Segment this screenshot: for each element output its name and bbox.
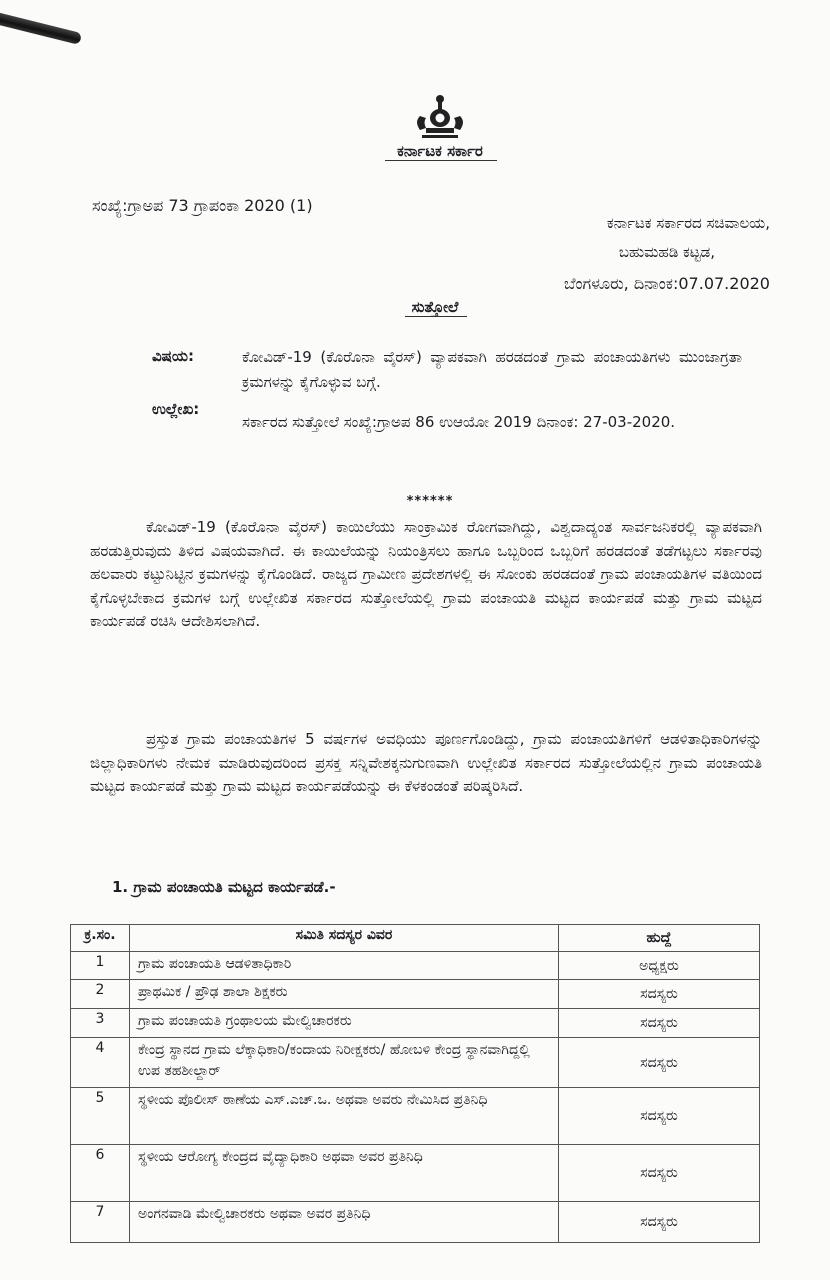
table-row <box>71 1009 760 1038</box>
row-role: ಸದಸ್ಯರು <box>559 1009 760 1038</box>
row-serial: 2 <box>71 980 130 1009</box>
reference-number: ಸಂಖ್ಯೆ:ಗ್ರಾಅಪ 73 ಗ್ರಾಪಂಕಾ 2020 (1) <box>92 196 313 215</box>
row-role: ಸದಸ್ಯರು <box>559 1088 760 1145</box>
government-name: ಕರ್ನಾಟಕ ಸರ್ಕಾರ <box>397 142 483 160</box>
section-heading: 1. ಗ್ರಾಮ ಪಂಚಾಯತಿ ಮಟ್ಟದ ಕಾರ್ಯಪಡೆ.- <box>112 878 336 896</box>
separator-stars: ****** <box>406 494 454 509</box>
row-serial: 3 <box>71 1009 130 1038</box>
row-member: ಕೇಂದ್ರ ಸ್ಥಾನದ ಗ್ರಾಮ ಲೆಕ್ಕಾಧಿಕಾರಿ/ಕಂದಾಯ ನಿರೀಕ್ಷಕರು/ ಹೋಬಳಿ ಕೇಂದ್ರ ಸ್ಥಾನವಾಗಿದ್ದಲ್ಲಿ ಉಪ ತಹಶೀಲ್ದಾರ್ <box>130 1038 559 1088</box>
header-serial: ಕ್ರ.ಸಂ. <box>71 925 130 952</box>
pen-tip <box>0 11 82 45</box>
table-row <box>71 952 760 980</box>
row-role: ಸದಸ್ಯರು <box>559 1038 760 1088</box>
address-line-2: ಬಹುಮಹಡಿ ಕಟ್ಟಡ, <box>618 243 715 261</box>
row-role: ಸದಸ್ಯರು <box>559 980 760 1009</box>
table-header-row <box>71 925 760 952</box>
row-member: ಗ್ರಾಮ ಪಂಚಾಯತಿ ಆಡಳಿತಾಧಿಕಾರಿ <box>130 952 559 980</box>
subject-label: ವಿಷಯ: <box>152 347 194 365</box>
address-date-line: ಬೆಂಗಳೂರು, ದಿನಾಂಕ:07.07.2020 <box>563 274 770 293</box>
row-serial: 7 <box>71 1202 130 1243</box>
address-line-1: ಕರ್ನಾಟಕ ಸರ್ಕಾರದ ಸಚಿವಾಲಯ, <box>606 214 770 232</box>
row-serial: 4 <box>71 1038 130 1088</box>
table-row <box>71 1038 760 1088</box>
body-paragraph-1: ಕೋವಿಡ್-19 (ಕೊರೊನಾ ವೈರಸ್) ಕಾಯಿಲೆಯು ಸಾಂಕ್ರಾಮಿಕ ರೋಗವಾಗಿದ್ದು, ವಿಶ್ವದಾದ್ಯಂತ ಸಾರ್ವಜನಿಕರಲ್ಲಿ ವ್ಯಾಪಕವಾಗಿ ಹರಡುತ್ತಿರುವುದು ತಿಳಿದ ವಿಷಯವಾಗಿದೆ. ಈ ಕಾಯಿಲೆಯನ್ನು ನಿಯಂತ್ರಿಸಲು ಹಾಗೂ ಒಬ್ಬರಿಂದ ಒಬ್ಬರಿಗೆ ಹರಡದಂತೆ ತಡೆಗಟ್ಟಲು ಸರ್ಕಾರವು ಹಲವಾರು ಕಟ್ಟುನಿಟ್ಟಿನ ಕ್ರಮಗಳನ್ನು ಕೈಗೊಂಡಿದೆ. ರಾಜ್ಯದ ಗ್ರಾಮೀಣ ಪ್ರದೇಶಗಳಲ್ಲಿ ಈ ಸೋಂಕು ಹರಡದಂತೆ ಗ್ರಾಮ ಪಂಚಾಯತಿಗಳ ವತಿಯಿಂದ ಕೈಗೊಳ್ಳಬೇಕಾದ ಕ್ರಮಗಳ ಬಗ್ಗೆ ಉಲ್ಲೇಖಿತ ಸರ್ಕಾರದ ಸುತ್ತೋಲೆಯಲ್ಲಿ ಗ್ರಾಮ ಪಂಚಾಯತಿ ಮಟ್ಟದ ಕಾರ್ಯಪಡೆ ಮತ್ತು ಗ್ರಾಮ ಮಟ್ಟದ ಕಾರ್ಯಪಡೆ ರಚಿಸಿ ಆದೇಶಿಸಲಾಗಿದೆ. <box>90 518 762 630</box>
title-underline <box>385 160 497 161</box>
row-serial: 1 <box>71 952 130 980</box>
row-member: ಗ್ರಾಮ ಪಂಚಾಯತಿ ಗ್ರಂಥಾಲಯ ಮೇಲ್ವಿಚಾರಕರು <box>130 1009 559 1038</box>
row-role: ಸದಸ್ಯರು <box>559 1202 760 1243</box>
row-serial: 5 <box>71 1088 130 1145</box>
table-row <box>71 980 760 1009</box>
row-member: ಅಂಗನವಾಡಿ ಮೇಲ್ವಿಚಾರಕರು ಅಥವಾ ಅವರ ಪ್ರತಿನಿಧಿ <box>130 1202 559 1243</box>
header-member-details: ಸಮಿತಿ ಸದಸ್ಯರ ವಿವರ <box>130 925 559 952</box>
row-role: ಸದಸ್ಯರು <box>559 1145 760 1202</box>
body-paragraph-2: ಪ್ರಸ್ತುತ ಗ್ರಾಮ ಪಂಚಾಯತಿಗಳ 5 ವರ್ಷಗಳ ಅವಧಿಯು ಪೂರ್ಣಗೊಂಡಿದ್ದು, ಗ್ರಾಮ ಪಂಚಾಯತಿಗಳಿಗೆ ಆಡಳಿತಾಧಿಕಾರಿಗಳನ್ನು ಜಿಲ್ಲಾಧಿಕಾರಿಗಳು ನೇಮಕ ಮಾಡಿರುವುದರಿಂದ ಪ್ರಸಕ್ತ ಸನ್ನಿವೇಶಕ್ಕನುಗುಣವಾಗಿ ಉಲ್ಲೇಖಿತ ಸರ್ಕಾರದ ಸುತ್ತೋಲೆಯಲ್ಲಿನ ಗ್ರಾಮ ಪಂಚಾಯತಿ ಮಟ್ಟದ ಕಾರ್ಯಪಡೆ ಮತ್ತು ಗ್ರಾಮ ಮಟ್ಟದ ಕಾರ್ಯಪಡೆಯನ್ನು ಈ ಕೆಳಕಂಡಂತೆ ಪರಿಷ್ಕರಿಸಿದೆ. <box>90 730 762 795</box>
reference-label: ಉಲ್ಲೇಖ: <box>152 400 200 418</box>
row-member: ಸ್ಥಳೀಯ ಆರೋಗ್ಯ ಕೇಂದ್ರದ ವೈದ್ಯಾಧಿಕಾರಿ ಅಥವಾ ಅವರ ಪ್ರತಿನಿಧಿ <box>130 1145 559 1202</box>
state-emblem-icon <box>412 92 468 142</box>
circular-title: ಸುತ್ತೋಲೆ <box>411 298 459 316</box>
circular-underline <box>405 316 467 317</box>
table-row <box>71 1202 760 1243</box>
header-designation: ಹುದ್ದೆ <box>559 925 760 952</box>
table-row <box>71 1088 760 1145</box>
row-member: ಸ್ಥಳೀಯ ಪೊಲೀಸ್ ಠಾಣೆಯ ಎಸ್.ಎಚ್.ಒ. ಅಥವಾ ಅವರು ನೇಮಿಸಿದ ಪ್ರತಿನಿಧಿ <box>130 1088 559 1145</box>
reference-text: ಸರ್ಕಾರದ ಸುತ್ತೋಲೆ ಸಂಖ್ಯೆ:ಗ್ರಾಅಪ 86 ಉಆಯೋ 2019 ದಿನಾಂಕ: 27-03-2020. <box>242 413 676 431</box>
task-force-table <box>70 924 760 1243</box>
row-role: ಅಧ್ಯಕ್ಷರು <box>559 952 760 980</box>
subject-text: ಕೋವಿಡ್-19 (ಕೊರೊನಾ ವೈರಸ್) ವ್ಯಾಪಕವಾಗಿ ಹರಡದಂತೆ ಗ್ರಾಮ ಪಂಚಾಯತಿಗಳು ಮುಂಜಾಗ್ರತಾ ಕ್ರಮಗಳನ್ನು ಕೈಗೊಳ್ಳುವ ಬಗ್ಗೆ. <box>242 348 742 391</box>
table-row <box>71 1145 760 1202</box>
row-member: ಪ್ರಾಥಮಿಕ / ಪ್ರೌಢ ಶಾಲಾ ಶಿಕ್ಷಕರು <box>130 980 559 1009</box>
row-serial: 6 <box>71 1145 130 1202</box>
